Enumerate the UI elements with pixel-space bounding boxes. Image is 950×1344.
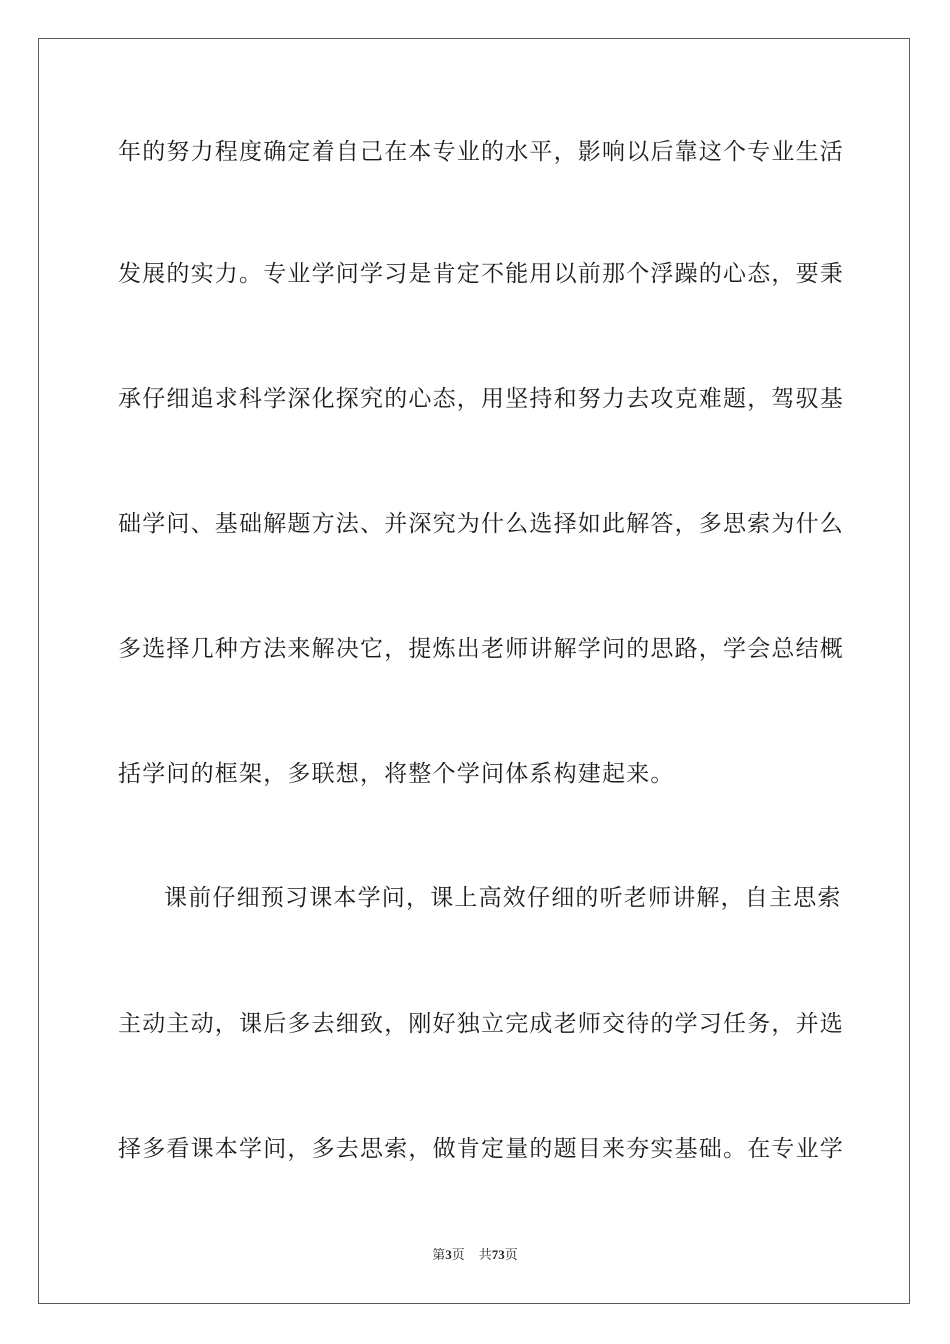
text-line-9: 择多看课本学问，多去思索，做肯定量的题目来夯实基础。在专业学 [118, 1136, 844, 1162]
text-line-5: 多选择几种方法来解决它，提炼出老师讲解学问的思路，学会总结概 [118, 636, 844, 662]
text-line-3: 承仔细追求科学深化探究的心态，用坚持和努力去攻克难题，驾驭基 [118, 386, 844, 412]
text-line-4: 础学问、基础解题方法、并深究为什么选择如此解答，多思索为什么 [118, 511, 844, 537]
text-line-1: 年的努力程度确定着自己在本专业的水平，影响以后靠这个专业生活 [118, 139, 844, 165]
page-footer [0, 1246, 950, 1264]
page-number: 3 [445, 1247, 452, 1262]
total-suffix: 页 [504, 1247, 518, 1262]
page-prefix: 第 [432, 1247, 446, 1262]
text-line-8: 主动主动，课后多去细致，刚好独立完成老师交待的学习任务，并选 [118, 1011, 844, 1037]
total-pages: 73 [491, 1247, 505, 1262]
text-line-7: 课前仔细预习课本学问，课上高效仔细的听老师讲解，自主思索 [164, 885, 842, 911]
text-line-2: 发展的实力。专业学问学习是肯定不能用以前那个浮躁的心态，要秉 [118, 261, 844, 287]
page-suffix: 页 [451, 1247, 465, 1262]
total-prefix: 共 [478, 1247, 492, 1262]
text-line-6: 括学问的框架，多联想，将整个学问体系构建起来。 [118, 761, 675, 787]
page-border [38, 38, 910, 1304]
